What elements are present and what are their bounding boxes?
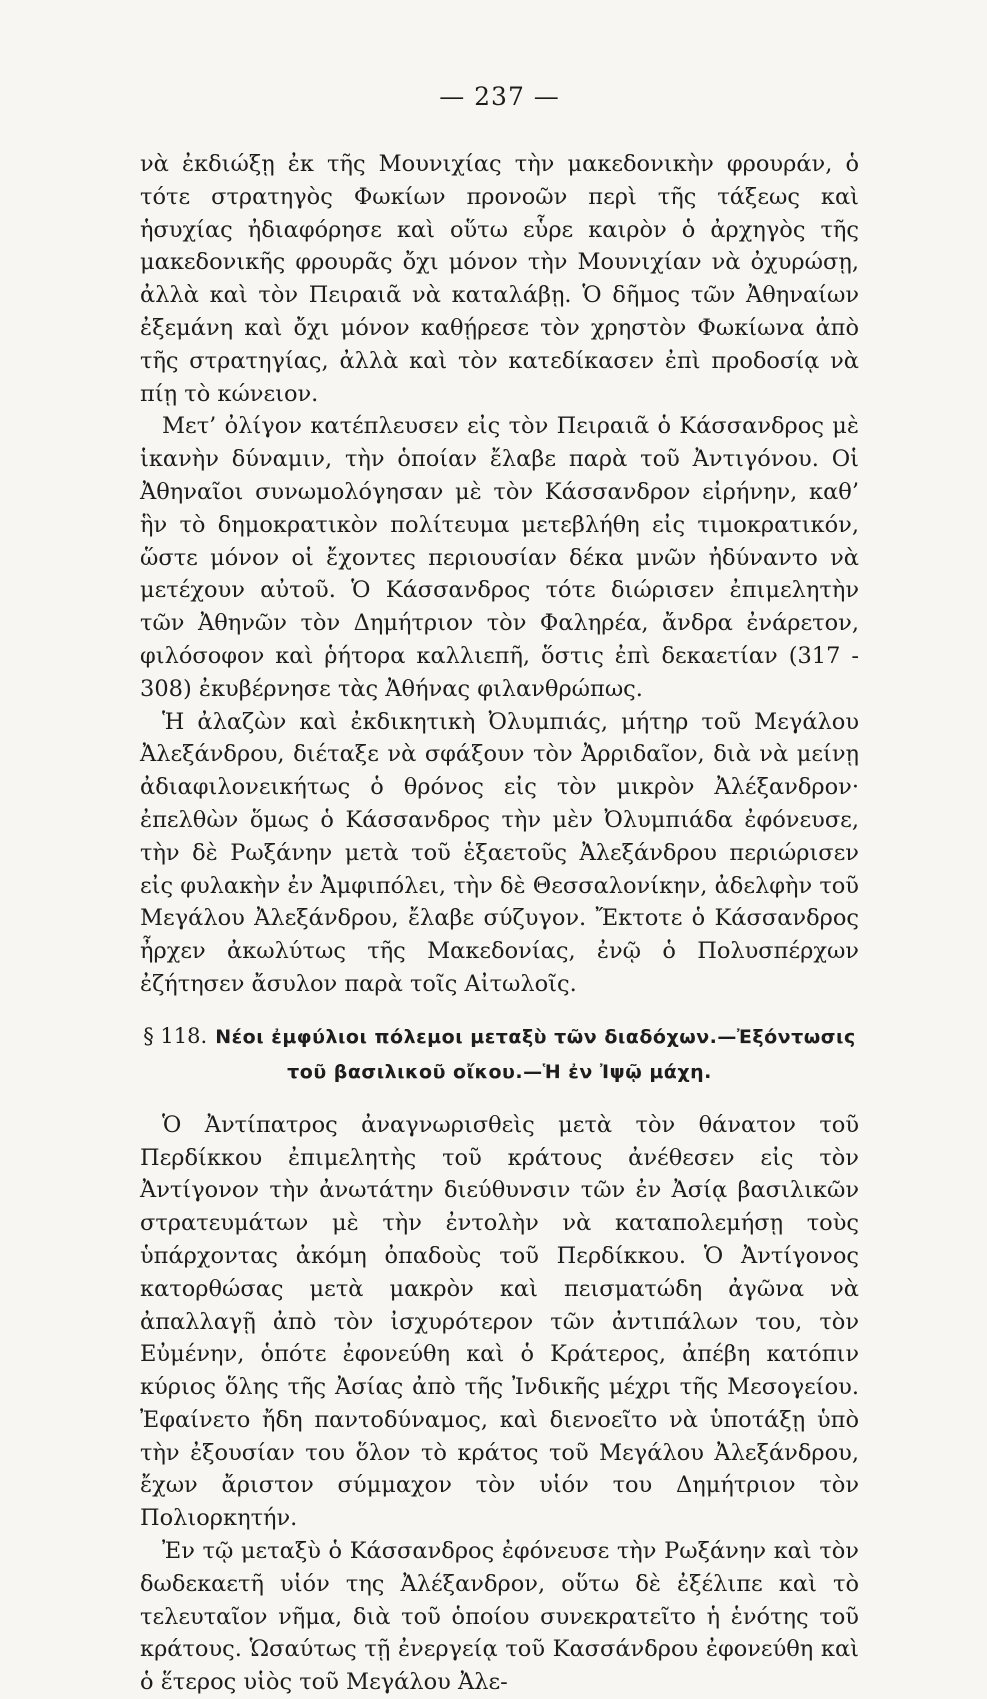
section-number: § 118.	[143, 1023, 208, 1048]
paragraph: Ἐν τῷ μεταξὺ ὁ Κάσσανδρος ἐφόνευσε τὴν Ρωξάνην καὶ τὸν δωδεκαετῆ υἱόν της Ἀλέξανδρον, οὕτω δὲ ἐξέλιπε καὶ τὸ τελευταῖον νῆμα, διὰ τοῦ ὁποίου συνεκρατεῖτο ἡ ἑνότης τοῦ κράτους. Ὡσαύτως τῇ ἐνεργείᾳ τοῦ Κασσάνδρου ἐφονεύθη καὶ ὁ ἕτερος υἱὸς τοῦ Μεγάλου Ἀλε-	[140, 1538, 859, 1696]
section-heading	[140, 1019, 859, 1089]
paragraph: Ἡ ἀλαζὼν καὶ ἐκδικητικὴ Ὀλυμπιάς, μήτηρ τοῦ Μεγάλου Ἀλεξάνδρου, διέταξε νὰ σφάξουν τὸν Ἀρριδαῖον, διὰ νὰ μείνῃ ἀδιαφιλονεικήτως ὁ θρόνος εἰς τὸν μικρὸν Ἀλέξανδρον· ἐπελθὼν ὅμως ὁ Κάσσανδρος τὴν μὲν Ὀλυμπιάδα ἐφόνευσε, τὴν δὲ Ρωξάνην μετὰ τοῦ ἑξαετοῦς Ἀλεξάνδρου περιώρισεν εἰς φυλακὴν ἐν Ἀμφιπόλει, τὴν δὲ Θεσσαλονίκην, ἀδελφὴν τοῦ Μεγάλου Ἀλεξάνδρου, ἔλαβε σύζυγον. Ἔκτοτε ὁ Κάσσανδρος ἦρχεν ἀκωλύτως τῆς Μακεδονίας, ἐνῷ ὁ Πολυσπέρχων ἐζήτησεν ἄσυλον παρὰ τοῖς Αἰτωλοῖς.	[140, 708, 859, 997]
paragraph: νὰ ἐκδιώξῃ ἐκ τῆς Μουνιχίας τὴν μακεδονικὴν φρουράν, ὁ τότε στρατηγὸς Φωκίων προνοῶν περὶ τῆς τάξεως καὶ ἡσυχίας ἠδιαφόρησε καὶ οὕτω εὗρε καιρὸν ὁ ἀρχηγὸς τῆς μακεδονικῆς φρουρᾶς ὄχι μόνον τὴν Μουνιχίαν νὰ ὀχυρώσῃ, ἀλλὰ καὶ τὸν Πειραιᾶ νὰ καταλάβῃ. Ὁ δῆμος τῶν Ἀθηναίων ἐξεμάνη καὶ ὄχι μόνον καθῄρεσε τὸν χρηστὸν Φωκίωνα ἀπὸ τῆς στρατηγίας, ἀλλὰ καὶ τὸν κατεδίκασεν ἐπὶ προδοσίᾳ νὰ πίῃ τὸ κώνειον.	[140, 151, 859, 407]
section-title-part-2: τοῦ βασιλικοῦ οἴκου.—Ἡ ἐν Ἰψῷ μάχη.	[287, 1060, 712, 1083]
section-heading-line-2	[140, 1054, 859, 1089]
section-heading-line-1	[140, 1019, 859, 1054]
page-number: — 237 —	[439, 82, 560, 111]
paragraph: Ὁ Ἀντίπατρος ἀναγνωρισθεὶς μετὰ τὸν θάνατον τοῦ Περδίκκου ἐπιμελητὴς τοῦ κράτους ἀνέθεσεν εἰς τὸν Ἀντίγονον τὴν ἀνωτάτην διεύθυνσιν τῶν ἐν Ἀσίᾳ βασιλικῶν στρατευμάτων μὲ τὴν ἐντολὴν νὰ καταπολεμήσῃ τοὺς ὑπάρχοντας ἀκόμη ὀπαδοὺς τοῦ Περδίκκου. Ὁ Ἀντίγονος κατορθώσας μετὰ μακρὸν καὶ πεισματώδη ἀγῶνα νὰ ἀπαλλαγῇ ἀπὸ τὸν ἰσχυρότερον τῶν ἀντιπάλων του, τὸν Εὐμένην, ὁπότε ἐφονεύθη καὶ ὁ Κράτερος, ἀπέβη κατόπιν κύριος ὅλης τῆς Ἀσίας ἀπὸ τῆς Ἰνδικῆς μέχρι τῆς Μεσογείου. Ἐφαίνετο ἤδη παντοδύναμος, καὶ διενοεῖτο νὰ ὑποτάξῃ ὑπὸ τὴν ἐξουσίαν του ὅλον τὸ κράτος τοῦ Μεγάλου Ἀλεξάνδρου, ἔχων ἄριστον σύμμαχον τὸν υἱόν του Δημήτριον τὸν Πολιορκητήν.	[140, 1111, 859, 1532]
section-title-part-1: Νέοι ἐμφύλιοι πόλεμοι μεταξὺ τῶν διαδόχων.—Ἐξόντωσις	[215, 1025, 856, 1048]
paragraph: Μετ’ ὀλίγον κατέπλευσεν εἰς τὸν Πειραιᾶ ὁ Κάσσανδρος μὲ ἱκανὴν δύναμιν, τὴν ὁποίαν ἔλαβε παρὰ τοῦ Ἀντιγόνου. Οἱ Ἀθηναῖοι συνωμολόγησαν μὲ τὸν Κάσσανδρον εἰρήνην, καθ’ ἣν τὸ δημοκρατικὸν πολίτευμα μετεβλήθη εἰς τιμοκρατικόν, ὥστε μόνον οἱ ἔχοντες περιουσίαν δέκα μνῶν ἠδύναντο νὰ μετέχουν αὐτοῦ. Ὁ Κάσσανδρος τότε διώρισεν ἐπιμελητὴν τῶν Ἀθηνῶν τὸν Δημήτριον τὸν Φαληρέα, ἄνδρα ἐνάρετον, φιλόσοφον καὶ ῥήτορα καλλιεπῆ, ὅστις ἐπὶ δεκαετίαν (317 - 308) ἐκυβέρνησε τὰς Ἀθήνας φιλανθρώπως.	[140, 413, 859, 702]
